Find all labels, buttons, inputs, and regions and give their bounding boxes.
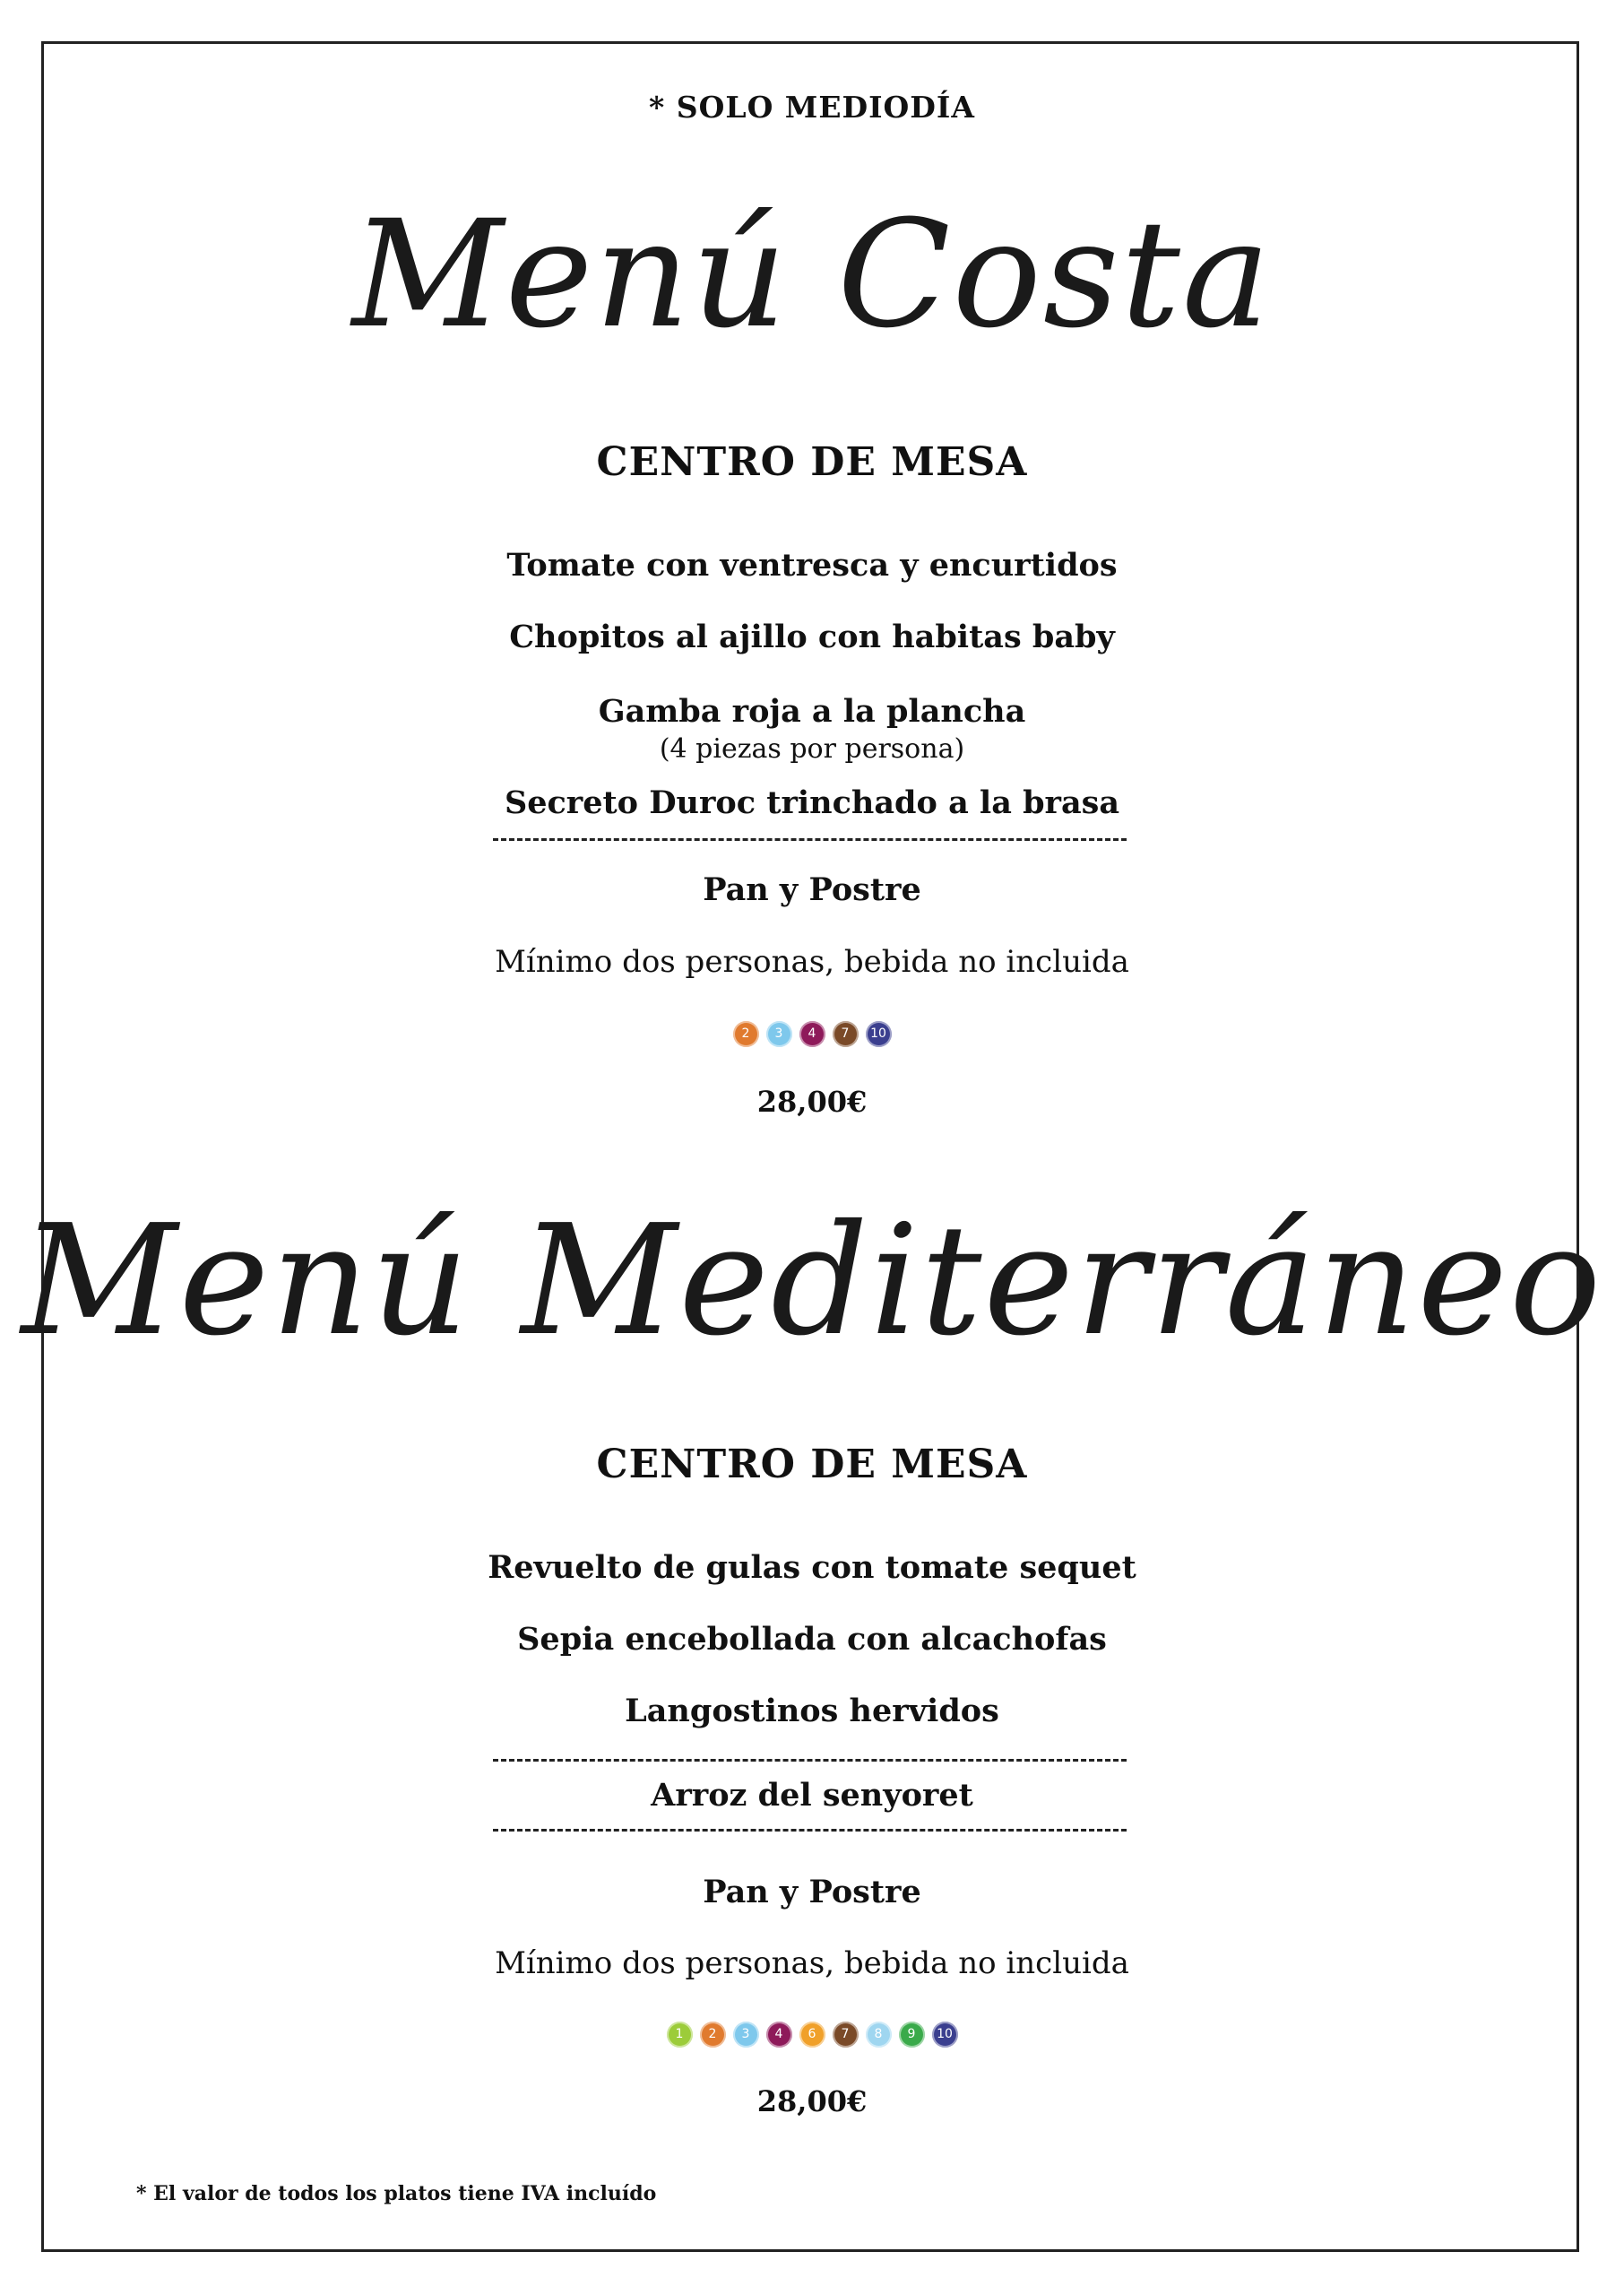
- allergen-icon: 6: [799, 2022, 825, 2048]
- menu-costa-bread-dessert: Pan y Postre: [703, 871, 921, 908]
- menu-mediterraneo-allergen-icons: [0, 2022, 1624, 2048]
- menu-costa-section-heading: CENTRO DE MESA: [596, 439, 1028, 485]
- menu-mediterraneo-conditions: Mínimo dos personas, bebida no incluida: [495, 1945, 1129, 1981]
- menu-costa-separator: [493, 838, 1127, 841]
- menu-costa-dish-4: Secreto Duroc trinchado a la brasa: [504, 784, 1120, 821]
- menu-mediterraneo-title: Menú Mediterráneo: [21, 1192, 1603, 1370]
- menu-costa-dish-1: Tomate con ventresca y encurtidos: [506, 547, 1118, 584]
- menu-costa-conditions: Mínimo dos personas, bebida no incluida: [495, 944, 1129, 980]
- menu-mediterraneo-dish-4: Arroz del senyoret: [651, 1777, 973, 1814]
- menu-costa-dish-2: Chopitos al ajillo con habitas baby: [509, 619, 1115, 655]
- allergen-icon: 10: [932, 2022, 958, 2048]
- menu-mediterraneo-dish-3: Langostinos hervidos: [625, 1693, 999, 1729]
- allergen-icon: 2: [733, 1021, 759, 1047]
- allergen-icon: 2: [700, 2022, 726, 2048]
- page-border: [41, 41, 1579, 2252]
- allergen-icon: 3: [766, 1021, 792, 1047]
- allergen-icon: 9: [899, 2022, 925, 2048]
- menu-mediterraneo-dish-2: Sepia encebollada con alcachofas: [517, 1621, 1107, 1658]
- menu-costa-dish-3-note: (4 piezas por persona): [659, 733, 965, 765]
- menu-mediterraneo-separator-top: [493, 1759, 1127, 1762]
- allergen-icon: 7: [833, 1021, 859, 1047]
- vat-footnote: * El valor de todos los platos tiene IVA incluído: [136, 2182, 657, 2205]
- allergen-icon: 3: [733, 2022, 759, 2048]
- allergen-icon: 1: [667, 2022, 693, 2048]
- menu-mediterraneo-bread-dessert: Pan y Postre: [703, 1874, 921, 1910]
- lunch-only-note: * SOLO MEDIODÍA: [649, 90, 975, 125]
- menu-mediterraneo-price: 28,00€: [756, 2084, 868, 2118]
- allergen-icon: 10: [866, 1021, 892, 1047]
- allergen-icon: 8: [866, 2022, 892, 2048]
- menu-costa-price: 28,00€: [756, 1085, 868, 1119]
- menu-mediterraneo-dish-1: Revuelto de gulas con tomate sequet: [488, 1549, 1136, 1586]
- allergen-icon: 4: [766, 2022, 792, 2048]
- allergen-icon: 7: [833, 2022, 859, 2048]
- menu-mediterraneo-separator-bottom: [493, 1829, 1127, 1832]
- allergen-icon: 4: [799, 1021, 825, 1047]
- menu-costa-dish-3: Gamba roja a la plancha: [598, 693, 1026, 730]
- menu-mediterraneo-section-heading: CENTRO DE MESA: [596, 1442, 1028, 1487]
- menu-costa-allergen-icons: [0, 1021, 1624, 1047]
- menu-costa-title: Menú Costa: [351, 188, 1273, 360]
